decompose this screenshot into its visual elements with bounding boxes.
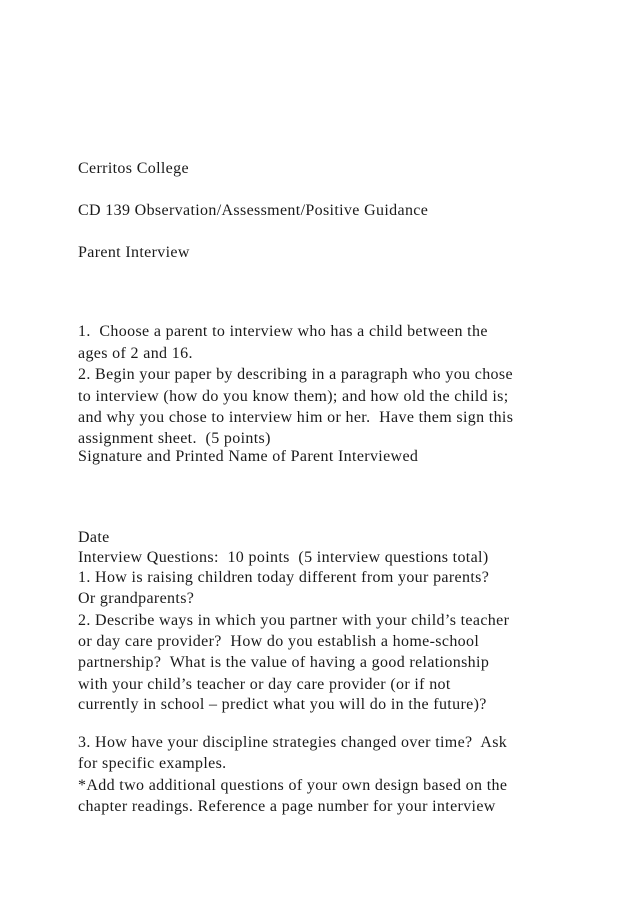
assignment-title: Parent Interview	[78, 244, 190, 261]
college-name: Cerritos College	[78, 160, 189, 177]
question-line: 2. Describe ways in which you partner with your child’s teacher	[78, 612, 510, 629]
date-label: Date	[78, 529, 110, 546]
instruction-line: to interview (how do you know them); and how old the child is;	[78, 388, 509, 405]
question-line: currently in school – predict what you will do in the future)?	[78, 696, 487, 713]
instruction-line: assignment sheet. (5 points)	[78, 430, 271, 447]
instruction-line: ages of 2 and 16.	[78, 345, 193, 362]
question-line: or day care provider? How do you establish a home-school	[78, 633, 480, 650]
question-line: 3. How have your discipline strategies changed over time? Ask	[78, 734, 508, 751]
question-line: *Add two additional questions of your own design based on the	[78, 777, 508, 794]
course-title: CD 139 Observation/Assessment/Positive Guidance	[78, 202, 429, 219]
question-line: for specific examples.	[78, 755, 227, 772]
interview-questions-heading: Interview Questions: 10 points (5 interview questions total)	[78, 549, 489, 566]
question-line: chapter readings. Reference a page number for your interview	[78, 798, 496, 815]
signature-label: Signature and Printed Name of Parent Interviewed	[78, 448, 419, 465]
question-line: 1. How is raising children today different from your parents?	[78, 569, 490, 586]
question-line: Or grandparents?	[78, 590, 195, 607]
instruction-line: 2. Begin your paper by describing in a paragraph who you chose	[78, 366, 513, 383]
question-line: with your child’s teacher or day care provider (or if not	[78, 676, 451, 693]
instruction-line: 1. Choose a parent to interview who has a child between the	[78, 323, 488, 340]
question-line: partnership? What is the value of having a good relationship	[78, 654, 490, 671]
instruction-line: and why you chose to interview him or her. Have them sign this	[78, 409, 514, 426]
